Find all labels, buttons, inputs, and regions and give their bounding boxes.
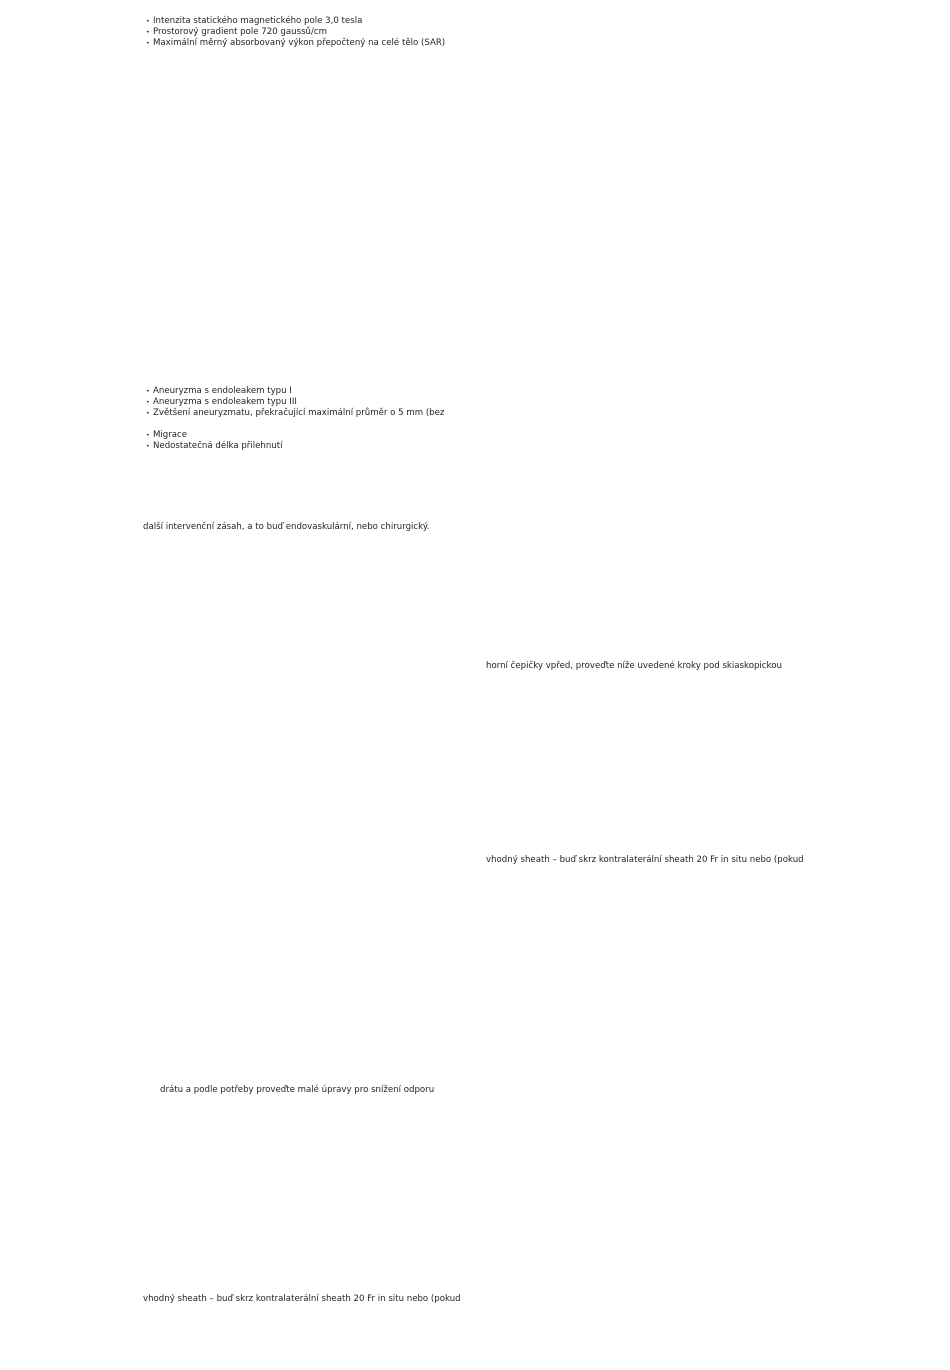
list-item: • Nedostatečná délka přilehnutí: [146, 441, 283, 451]
bullet-icon: •: [146, 388, 150, 395]
risk-findings-list: [146, 386, 444, 452]
wire-adjustment-text: drátu a podle potřeby proveďte malé úpravy pro snížení odporu: [160, 1085, 435, 1095]
list-item: • Maximální měrný absorbovaný výkon přepočtený na celé tělo (SAR): [146, 38, 446, 48]
list-item: • Intenzita statického magnetického pole 3,0 tesla: [146, 16, 363, 26]
list-item: • Zvětšení aneuryzmatu, překračující maximální průměr o 5 mm (bez: [146, 408, 445, 418]
bullet-icon: •: [146, 18, 150, 25]
bullet-icon: •: [146, 40, 150, 47]
top-cap-instruction-text: horní čepičky vpřed, proveďte níže uvedené kroky pod skiaskopickou: [486, 661, 782, 671]
sheath-instruction-text: vhodný sheath – buď skrz kontralaterální sheath 20 Fr in situ nebo (pokud: [486, 855, 804, 865]
list-item: • Migrace: [146, 430, 188, 440]
list-item: • Prostorový gradient pole 720 gaussů/cm: [146, 27, 327, 37]
sheath-instruction-text-secondary: vhodný sheath – buď skrz kontralaterální sheath 20 Fr in situ nebo (pokud: [143, 1294, 461, 1304]
intervention-text: další intervenční zásah, a to buď endovaskulární, nebo chirurgický.: [143, 522, 430, 532]
bullet-icon: •: [146, 432, 150, 439]
list-item: • Aneuryzma s endoleakem typu III: [146, 397, 297, 407]
bullet-icon: •: [146, 29, 150, 36]
bullet-icon: •: [146, 399, 150, 406]
list-item: • Aneuryzma s endoleakem typu I: [146, 386, 292, 396]
bullet-icon: •: [146, 410, 150, 417]
bullet-icon: •: [146, 443, 150, 450]
mri-conditions-list: [146, 16, 445, 49]
